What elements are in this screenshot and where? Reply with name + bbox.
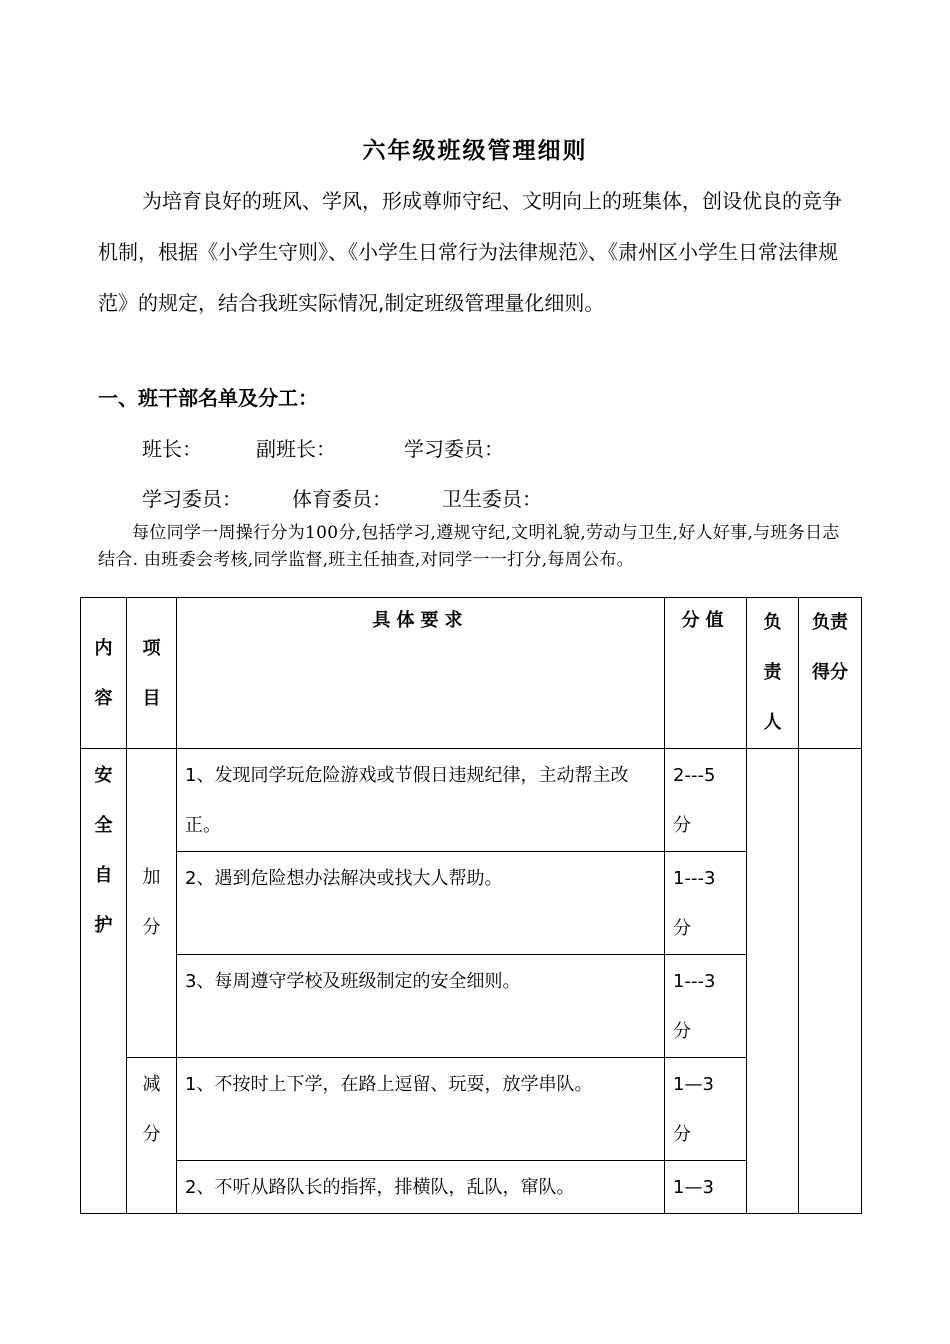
header-score: 分值 [665, 598, 747, 749]
points-cell: 1---3 分 [665, 955, 747, 1058]
table-row [81, 1161, 862, 1214]
group-bonus: 加 分 [127, 749, 177, 1058]
rules-table [80, 597, 862, 1214]
header-requirements: 具体要求 [177, 598, 665, 749]
header-responsible-score: 负责 得分 [799, 598, 862, 749]
table-row [81, 955, 862, 1058]
table-header-row [81, 598, 862, 749]
document-title: 六年级班级管理细则 [362, 137, 588, 164]
scoring-description: 每位同学一周操行分为100分,包括学习,遵规守纪,文明礼貌,劳动与卫生,好人好事,与班务日志结合. 由班委会考核,同学监督,班主任抽查,对同学一一打分,每周公布。 [98, 523, 840, 570]
role-label: 副班长： [256, 437, 336, 461]
requirement-cell: 1、不按时上下学，在路上逗留、玩耍，放学串队。 [177, 1058, 665, 1161]
table-row [81, 1058, 862, 1161]
roles-line-2 [142, 483, 542, 512]
requirement-cell: 3、每周遵守学校及班级制定的安全细则。 [177, 955, 665, 1058]
intro-paragraph: 为培育良好的班风、学风，形成尊师守纪、文明向上的班集体，创设优良的竞争机制，根据《小学生守则》、《小学生日常行为法律规范》、《肃州区小学生日常法律规范》的规定，结合我班实际情况,制定班级管理量化细则。 [98, 189, 842, 315]
group-deduction: 减 分 [127, 1058, 177, 1214]
roles-line-1 [142, 433, 504, 462]
requirement-cell: 2、不听从路队长的指挥，排横队，乱队，窜队。 [177, 1161, 665, 1214]
table-row [81, 749, 862, 852]
role-label: 卫生委员： [442, 487, 542, 511]
table-row [81, 852, 862, 955]
section-heading-cadres: 一、班干部名单及分工： [98, 386, 318, 410]
header-content: 内 容 [81, 598, 127, 749]
requirement-cell: 2、遇到危险想办法解决或找大人帮助。 [177, 852, 665, 955]
points-cell: 1---3 分 [665, 852, 747, 955]
points-cell: 1—3 分 [665, 1058, 747, 1161]
responsible-person-cell [747, 749, 799, 1214]
header-responsible: 负 责 人 [747, 598, 799, 749]
header-item: 项 目 [127, 598, 177, 749]
role-label: 学习委员： [142, 487, 242, 511]
responsible-score-cell [799, 749, 862, 1214]
role-label: 学习委员： [404, 437, 504, 461]
role-label: 体育委员： [292, 487, 392, 511]
points-cell: 1—3 [665, 1161, 747, 1214]
role-label: 班长： [142, 437, 202, 461]
requirement-cell: 1、发现同学玩危险游戏或节假日违规纪律，主动帮主改正。 [177, 749, 665, 852]
category-safety: 安 全 自 护 [81, 749, 127, 1214]
points-cell: 2---5 分 [665, 749, 747, 852]
